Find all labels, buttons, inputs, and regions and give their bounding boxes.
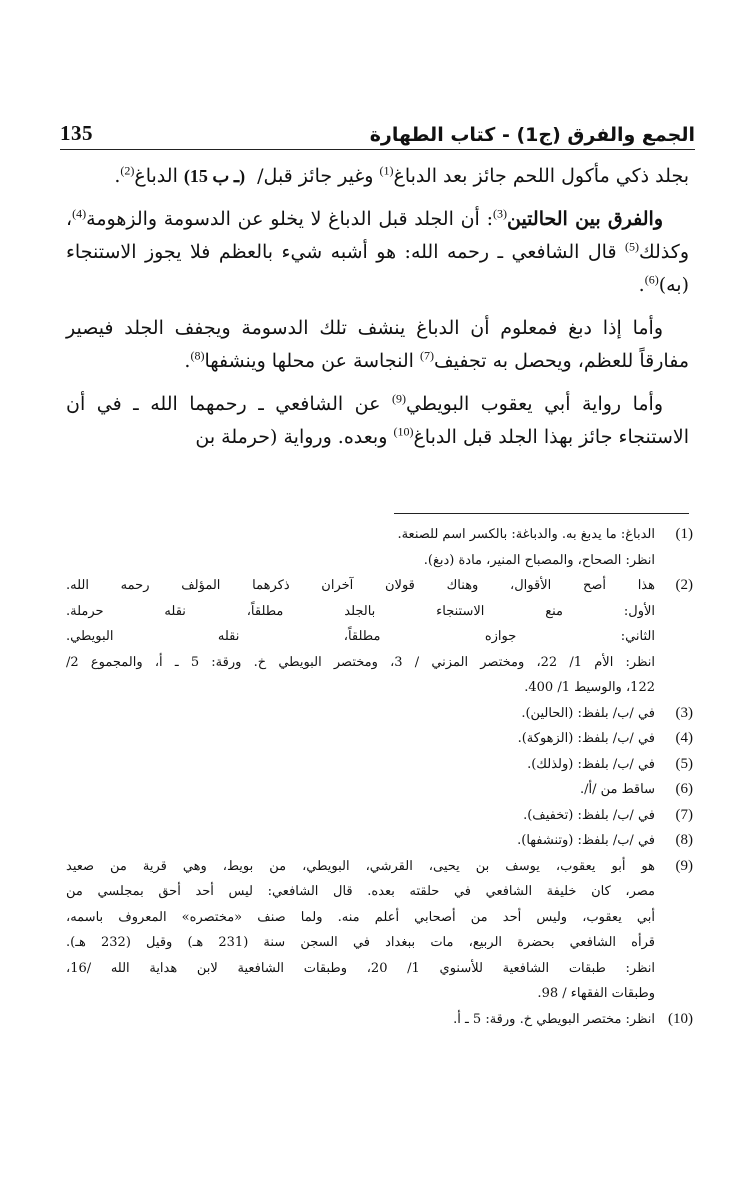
- main-text: [66, 160, 689, 464]
- paragraph-heading: والفرق بين الحالتين: [506, 208, 664, 230]
- footnote-line: قرأه الشافعي بحضرة الربيع، مات ببغداد في السجن سنة (231 هـ) وقيل (232 هـ).: [66, 935, 655, 950]
- page-number: 135: [60, 121, 93, 145]
- footnote-ref: (1): [379, 163, 394, 178]
- footnote-line: في /ب/ بلفظ: (تخفيف).: [523, 807, 655, 823]
- footnote-line: أبي يعقوب، وليس أحد من أصحابي أعلم منه. ولما صنف «مختصره» المعروف باسمه،: [66, 909, 655, 925]
- footnote-number: (2): [675, 577, 693, 593]
- footnote-line: هو أبو يعقوب، يوسف بن يحيى، القرشي، البويطي، من بويط، وهي قرية من صعيد: [66, 858, 655, 874]
- footnote-line: في /ب/ بلفظ: (ولذلك).: [527, 756, 655, 772]
- footnote-line: 122، والوسيط 1/ 400.: [524, 680, 655, 695]
- paragraph-2: والفرق بين الحالتين$^{(3)}$: أن الجلد قبل الدباغ لا يخلو عن الدسومة والزهومة$^{(4)}$، وكذلك$^{(5)}$ قال الشافعي ـ رحمه الله: هو أشبه شيء بالعظم فلا يجوز الاستنجاء (به)$^{(6)}$.: [66, 206, 689, 296]
- footnote-line: في /ب/ بلفظ: (وتنشفها).: [517, 833, 655, 848]
- footnote-line: انظر: طبقات الشافعية للأسنوي 1/ 20، وطبقات الشافعية لابن هداية الله /16،: [66, 960, 655, 976]
- footnote-number: (3): [675, 704, 693, 721]
- footnote-number: (8): [675, 832, 693, 848]
- footnote-line: ساقط من /أ/.: [579, 782, 655, 797]
- footnote: [66, 803, 693, 829]
- footnote-line: مصر، كان خليفة الشافعي في حلقته بعده. قال الشافعي: ليس أحد أحق بمجلسي من: [66, 884, 655, 899]
- footnote-line: انظر: الصحاح، والمصباح المنير، مادة (دبغ).: [423, 552, 655, 568]
- footnote-ref: (4): [72, 206, 87, 221]
- footnote-line: وطبقات الفقهاء / 98.: [537, 986, 655, 1001]
- footnote-ref: (10): [393, 424, 414, 439]
- footnote-ref: (5): [625, 239, 639, 254]
- footnote-line: الثاني: جوازه مطلقاً، نقله البويطي.: [66, 629, 655, 644]
- page-header: [60, 116, 695, 146]
- footnote-line: الأول: منع الاستنجاء بالجلد مطلقاً، نقله حرملة.: [66, 603, 655, 619]
- footnote-line: في /ب/ بلفظ: (الحالين).: [521, 705, 655, 721]
- footnote-ref: (3): [492, 206, 507, 221]
- footnote-number: (9): [675, 857, 693, 874]
- header-rule: [60, 149, 695, 150]
- footnote: [66, 828, 693, 854]
- footnote: [66, 854, 693, 1007]
- footnotes: [66, 522, 693, 1032]
- folio-marker: (15 ـ ب): [183, 166, 246, 186]
- paragraph-1: بجلد ذكي مأكول اللحم جائز بعد الدباغ$^{(1)}$ وغير جائز قبل/ (15 ـ ب) الدباغ$^{(2)}$.: [114, 163, 689, 187]
- footnote-line: الدباغ: ما يدبغ به. والدباغة: بالكسر اسم للصنعة.: [397, 527, 655, 542]
- paragraph-3: وأما إذا دبغ فمعلوم أن الدباغ ينشف تلك الدسومة ويجفف الجلد فيصير مفارقاً للعظم، ويحصل به تجفيف$^{(7)}$ النجاسة عن محلها وينشفها$^{(8)}$.: [66, 317, 689, 372]
- running-title: الجمع والفرق (ج1) - كتاب الطهارة: [369, 124, 695, 146]
- footnote-line: انظر: مختصر البويطي خ. ورقة: 5 ـ أ.: [453, 1011, 655, 1027]
- footnote: [66, 752, 693, 778]
- footnote-ref: (9): [391, 391, 406, 406]
- footnote-line: انظر: الأم 1/ 22، ومختصر المزني / 3، ومختصر البويطي خ. ورقة: 5 ـ أ، والمجموع 2/: [66, 654, 655, 670]
- footnote-number: (10): [668, 1010, 693, 1027]
- footnote: [66, 522, 693, 573]
- footnote: [66, 573, 693, 701]
- footnote-ref: (2): [120, 163, 135, 178]
- footnote-number: (7): [675, 806, 693, 823]
- footnote-separator: [394, 513, 689, 514]
- footnote-number: (5): [675, 755, 693, 772]
- footnote-line: هذا أصح الأقوال، وهناك قولان آخران ذكرهما المؤلف رحمه الله.: [66, 578, 655, 593]
- paragraph-4: وأما رواية أبي يعقوب البويطي$^{(9)}$ عن الشافعي ـ رحمهما الله ـ في أن الاستنجاء جائز بهذا الجلد قبل الدباغ$^{(10)}$ وبعده. ورواية (حرملة بن: [66, 391, 689, 448]
- footnote: [66, 701, 693, 727]
- footnote-number: (1): [675, 526, 693, 542]
- footnote: [66, 1007, 693, 1033]
- footnote-number: (4): [675, 730, 693, 746]
- footnote-ref: (7): [419, 348, 434, 363]
- footnote-line: في /ب/ بلفظ: (الزهوكة).: [517, 731, 655, 746]
- footnote-ref: (8): [190, 348, 205, 363]
- footnote: [66, 777, 693, 803]
- footnote: [66, 726, 693, 752]
- footnote-number: (6): [675, 781, 693, 797]
- footnote-ref: (6): [644, 272, 659, 287]
